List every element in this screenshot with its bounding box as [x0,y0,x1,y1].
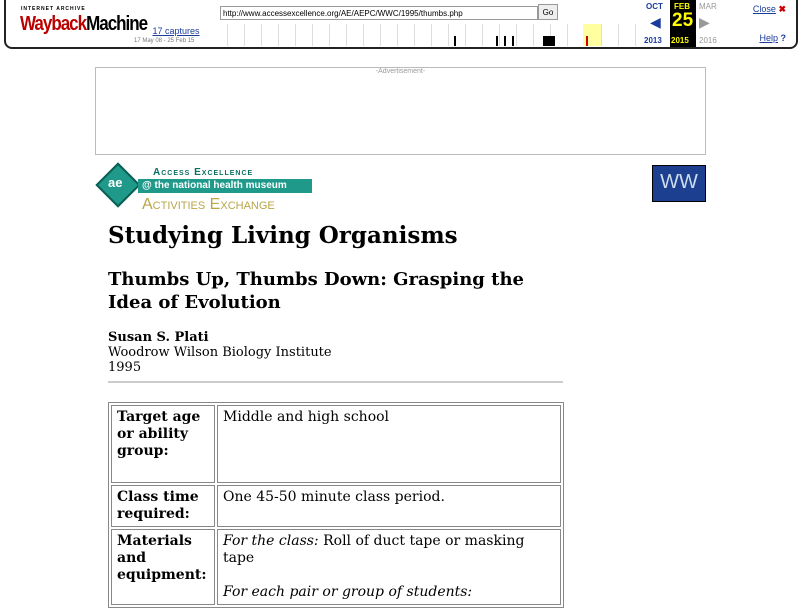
group-label: For each pair or group of students: [223,584,473,600]
row-value [217,529,561,605]
wwc-logo[interactable]: WW [652,165,706,202]
help-label: Help [759,33,778,43]
row-label: Class time required: [111,485,215,527]
captures-link[interactable]: 17 captures [152,26,200,36]
advertisement-box [95,67,706,155]
logo-line3: Activities Exchange [142,196,275,213]
row-value: One 45-50 minute class period. [217,485,561,527]
logo-part: Wayback [20,12,87,35]
capture-bar[interactable] [496,36,498,46]
row-label: Materials and equipment: [111,529,215,605]
close-label: Close [752,4,776,14]
next-month[interactable]: MAR [699,2,717,11]
row-value: Middle and high school [217,405,561,483]
current-day: 25 [672,10,694,31]
current-capture-marker [586,36,588,46]
divider [108,381,563,383]
institute: Woodrow Wilson Biology Institute [108,345,332,360]
prev-year[interactable]: 2013 [644,36,662,45]
next-arrow-icon[interactable]: ▶ [699,14,710,30]
table-row [111,529,561,605]
year: 1995 [108,360,142,375]
capture-bar[interactable] [543,36,555,46]
next-year[interactable]: 2016 [699,36,717,45]
help-button[interactable] [759,33,786,43]
access-excellence-logo[interactable] [98,165,310,217]
table-row [111,405,561,483]
current-year: 2015 [671,36,689,45]
ae-mark: ae [108,175,123,190]
internet-archive-label: INTERNET ARCHIVE [21,6,86,12]
close-button[interactable] [753,4,786,15]
current-month: FEB [674,2,690,11]
captures-date-range: 17 May 08 - 25 Feb 15 [134,38,195,44]
capture-bar[interactable] [454,36,456,46]
author-name: Susan S. Plati [108,330,209,345]
class-materials: Roll of duct tape or masking tape [223,533,525,566]
logo-line2: @ the national health museum [138,179,312,193]
go-button[interactable]: Go [538,4,558,20]
author-block [108,330,332,375]
logo-part: Machine [86,12,148,35]
row-label: Target age or ability group: [111,405,215,483]
prev-arrow-icon[interactable]: ◀ [650,14,661,30]
wayback-logo[interactable] [20,12,147,36]
class-label: For the class: [223,533,319,549]
activity-title: Thumbs Up, Thumbs Down: Grasping the Idea of Evolution [108,269,524,313]
close-icon: ✖ [778,4,786,14]
prev-month[interactable]: OCT [646,2,663,11]
current-date-block [670,0,696,47]
page-title: Studying Living Organisms [108,222,458,249]
url-input[interactable] [220,6,538,20]
table-row [111,485,561,527]
ad-label: -Advertisement- [375,68,426,75]
capture-timeline[interactable] [211,24,641,46]
help-icon: ? [780,33,786,43]
activity-info-table [108,402,564,608]
capture-bar[interactable] [512,36,514,46]
wayback-toolbar [4,0,798,49]
capture-bar[interactable] [504,36,506,46]
logo-line1: Access Excellence [153,167,254,178]
